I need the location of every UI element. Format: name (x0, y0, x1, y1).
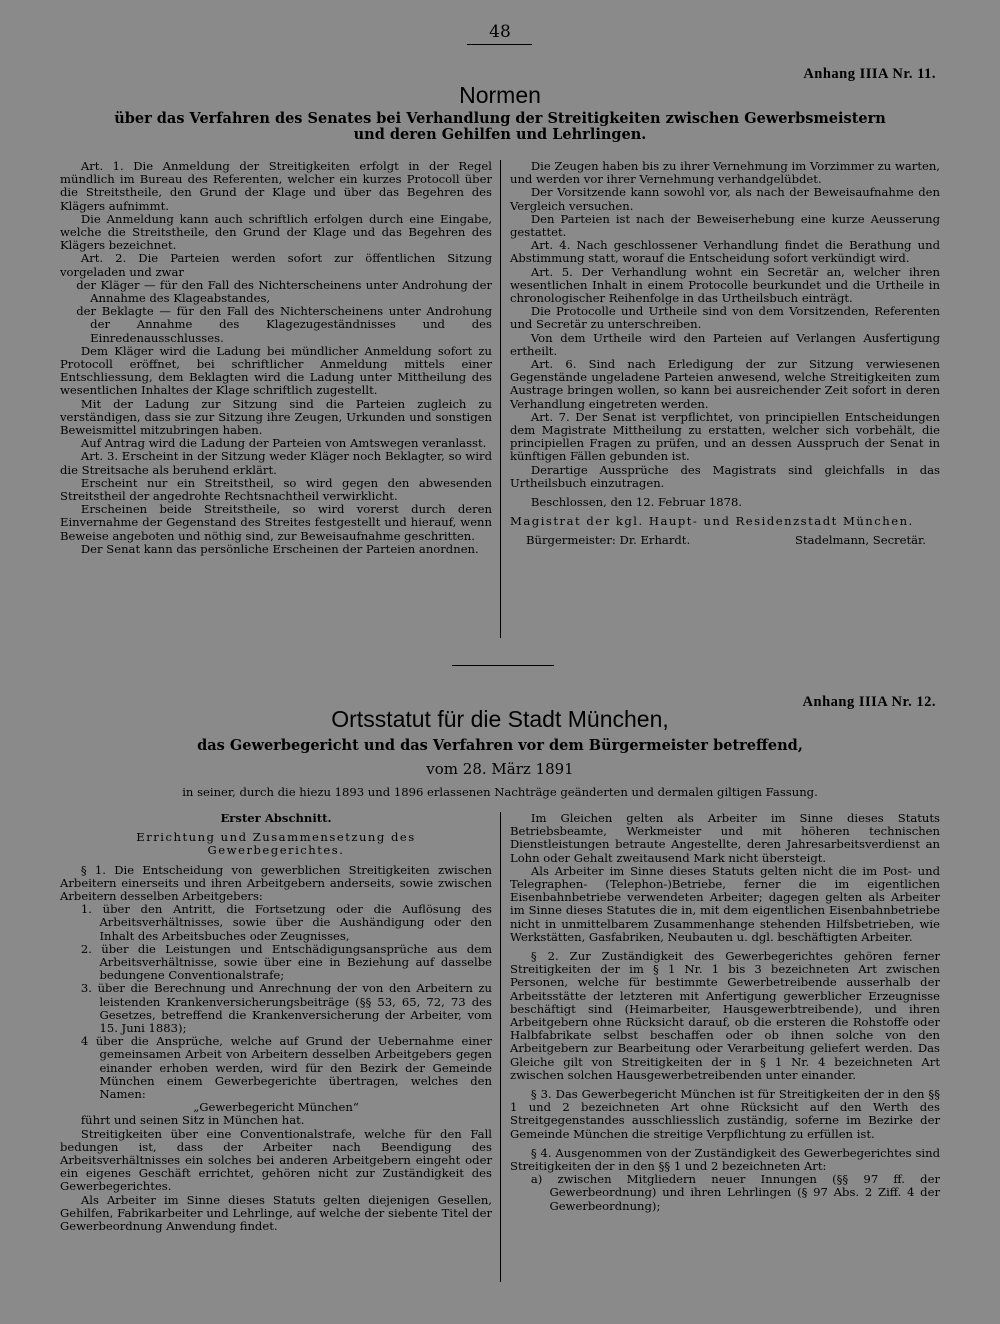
paragraph: Art. 2. Die Parteien werden sofort zur öffentlichen Sitzung vorgeladen und zwar (60, 251, 492, 279)
doc2-subtitle: das Gewerbegericht und das Verfahren vor dem Bürgermeister betreffend, (197, 737, 803, 754)
paragraph: § 3. Das Gewerbegericht München ist für Streitigkeiten der in den §§ 1 und 2 bezeichneten Art ohne Rücksicht auf den Werth des Streitgegenstandes ausschliesslich zuständig, soferne im Bezirke der Gemeinde München die streitige Verpflichtung zu erfüllen ist. (510, 1087, 940, 1141)
paragraph: Die Zeugen haben bis zu ihrer Vernehmung im Vorzimmer zu warten, und werden vor ihrer Vernehmung verhandgelübdet. (510, 159, 940, 187)
paragraph: führt und seinen Sitz in München hat. (80, 1113, 305, 1128)
paragraph: Der Senat kann das persönliche Erscheinen der Parteien anordnen. (80, 541, 479, 556)
paragraph: Art. 1. Die Anmeldung der Streitigkeiten erfolgt in der Regel mündlich im Bureau des Referenten, welcher ein kurzes Protocoll über die Streitstheile, den Grund der Klage und über das Begehren des Klägers aufnimmt. (60, 159, 492, 213)
signer-left: Bürgermeister: Dr. Erhardt. (526, 533, 691, 548)
court-name: „Gewerbegericht München“ (193, 1100, 359, 1115)
doc1-anhang: Anhang IIIA Nr. 11. (803, 66, 936, 82)
page-number-rule (467, 44, 532, 45)
paragraph: der Kläger — für den Fall des Nichterscheinens unter Androhung der Annahme des Klageabstandes, (76, 277, 492, 306)
paragraph: Mit der Ladung zur Sitzung sind die Parteien zugleich zu verständigen, dass sie zur Sitzung ihre Zeugen, Urkunden und sonstigen Beweismittel mitzubringen haben. (60, 396, 492, 438)
signature-line (510, 534, 940, 547)
paragraph: Der Vorsitzende kann sowohl vor, als nach der Beweisaufnahme den Vergleich versuchen. (510, 185, 940, 213)
doc2-note: in seiner, durch die hiezu 1893 und 1896 erlassenen Nachträge geänderten und dermalen giltigen Fassung. (182, 785, 818, 799)
list-item: a) zwischen Mitgliedern neuer Innungen (§§ 97 ff. der Gewerbeordnung) und ihren Lehrlingen (§ 97 Abs. 2 Ziff. 4 der Gewerbeordnung); (530, 1172, 940, 1213)
doc1-left-column (60, 160, 492, 556)
section-heading: Erster Abschnitt. (220, 811, 332, 825)
section-divider (452, 665, 554, 666)
signer-right: Stadelmann, Secretär. (795, 533, 926, 548)
paragraph: Art. 5. Der Verhandlung wohnt ein Secretär an, welcher ihren wesentlichen Inhalt in einem Protocolle beurkundet und die Urtheile in chronologischer Reihenfolge in das Urtheilsbuch einträgt. (510, 264, 940, 306)
doc1-title: Normen (459, 82, 541, 108)
date-line: Beschlossen, den 12. Februar 1878. (530, 495, 743, 510)
paragraph: Im Gleichen gelten als Arbeiter im Sinne dieses Statuts Betriebsbeamte, Werkmeister und mit höheren technischen Dienstleistungen betraute Angestellte, deren Jahresarbeitsverdienst an Lohn oder Gehalt zweitausend Mark nicht übersteigt. (510, 811, 940, 865)
paragraph: Als Arbeiter im Sinne dieses Statuts gelten nicht die im Post- und Telegraphen- (Telephon-)Betriebe, ferner die im eigentlichen Eisenbahnbetriebe verwendeten Arbeiter; dagegen gelten als Arbeiter im Sinne dieses Statutes die in, mit dem eigentlichen Eisenbahnbetriebe nicht in unmittelbarem Zusammenhange stehenden Hilfsbetrieben, wie Werkstätten, Gasfabriken, Neubauten u. dgl. beschäftigten Arbeiter. (510, 863, 940, 944)
authority-line: Magistrat der kgl. Haupt- und Residenzstadt München. (510, 514, 914, 529)
doc2-right-column (510, 812, 940, 1213)
paragraph: Erscheint nur ein Streitstheil, so wird gegen den abwesenden Streitstheil der angedrohte Rechtsnachtheil verwirklicht. (60, 475, 492, 504)
doc2-column-rule (500, 812, 501, 1282)
paragraph: § 2. Zur Zuständigkeit des Gewerbegerichtes gehören ferner Streitigkeiten der im § 1 Nr. 1 bis 3 bezeichneten Art zwischen Personen, welche für bestimmte Gewerbetreibende ausserhalb der Arbeitsstätte der letzteren mit Anfertigung gewerblicher Erzeugnisse beschäftigt sind (Heimarbeiter, Hausgewerbtreibende), und ihren Arbeitgebern ohne Rücksicht darauf, ob die ersteren die Rohstoffe oder Halbfabrikate selbst beschaffen oder ob ihnen solche von den Arbeitgebern zur Bearbeitung oder Verarbeitung geliefert werden. Das Gleiche gilt von Streitigkeiten der in § 1 Nr. 4 bezeichneten Art zwischen solchen Hausgewerbetreibenden unter einander. (510, 949, 940, 1082)
paragraph: der Beklagte — für den Fall des Nichterscheinens unter Androhung der Annahme des Klagezugeständnisses und des Einredenausschlusses. (76, 304, 492, 345)
paragraph: § 1. Die Entscheidung von gewerblichen Streitigkeiten zwischen Arbeitern einerseits und ihren Arbeitgebern anderseits, sowie zwischen Arbeitern desselben Arbeitgebers: (60, 862, 492, 904)
paragraph: § 4. Ausgenommen von der Zuständigkeit des Gewerbegerichtes sind Streitigkeiten der in den §§ 1 und 2 bezeichneten Art: (510, 1145, 940, 1174)
paragraph: Die Anmeldung kann auch schriftlich erfolgen durch eine Eingabe, welche die Streitstheile, den Grund der Klage und das Begehren des Klägers bezeichnet. (60, 211, 492, 253)
doc2-left-column (60, 812, 492, 1233)
paragraph: Von dem Urtheile wird den Parteien auf Verlangen Ausfertigung ertheilt. (510, 330, 940, 358)
paragraph: Art. 3. Erscheint in der Sitzung weder Kläger noch Beklagter, so wird die Streitsache als beruhend erklärt. (60, 449, 492, 477)
paragraph: Als Arbeiter im Sinne dieses Statuts gelten diejenigen Gesellen, Gehilfen, Fabrikarbeiter und Lehrlinge, auf welche der siebente Titel der Gewerbeordnung Anwendung findet. (60, 1192, 492, 1234)
list-item: 1. über den Antritt, die Fortsetzung oder die Auflösung des Arbeitsverhältnisses, sowie über die Aushändigung oder den Inhalt des Arbeitsbuches oder Zeugnisses, (80, 902, 492, 943)
paragraph: Erscheinen beide Streitstheile, so wird vorerst durch deren Einvernahme der Gegenstand des Streites festgestellt und hierauf, wenn Beweise angeboten und nöthig sind, zur Beweisaufnahme geschritten. (60, 502, 492, 543)
paragraph: Die Protocolle und Urtheile sind von dem Vorsitzenden, Referenten und Secretär zu unterschreiben. (510, 304, 940, 332)
paragraph: Dem Kläger wird die Ladung bei mündlicher Anmeldung sofort zu Protocoll eröffnet, bei schriftlicher Anmeldung mittels einer Entschliessung, dem Beklagten wird die Ladung unter Mittheilung des wesentlichen Inhaltes der Klage schriftlich zugestellt. (60, 343, 492, 398)
doc2-anhang: Anhang IIIA Nr. 12. (802, 694, 936, 710)
paragraph: Art. 4. Nach geschlossener Verhandlung findet die Berathung und Abstimmung statt, worauf die Entscheidung sofort verkündigt wird. (510, 238, 940, 266)
paragraph: Den Parteien ist nach der Beweiserhebung eine kurze Aeusserung gestattet. (510, 211, 940, 240)
doc1-column-rule (500, 160, 501, 638)
paragraph: Art. 7. Der Senat ist verpflichtet, von principiellen Entscheidungen dem Magistrate Mittheilung zu erstatten, welcher sich vorbehält, die principiellen Fragen zu prüfen, und an dessen Ausspruch der Senat in künftigen Fällen gebunden ist. (510, 409, 940, 464)
section-title: Errichtung und Zusammensetzung des Gewerbegerichtes. (136, 830, 416, 858)
doc2-date: vom 28. März 1891 (426, 760, 574, 778)
doc2-title: Ortsstatut für die Stadt München, (331, 706, 669, 732)
list-item: 4 über die Ansprüche, welche auf Grund der Uebernahme einer gemeinsamen Arbeit von Arbeitern desselben Arbeitgebers gegen einander erhoben werden, wird für den Bezirk der Gemeinde München einem Gewerbegerichte übertragen, welches den Namen: (80, 1034, 492, 1102)
doc1-right-column (510, 160, 940, 548)
paragraph: Art. 6. Sind nach Erledigung der zur Sitzung verwiesenen Gegenstände ungeladene Parteien anwesend, welche Streitigkeiten zum Austrage bringen wollen, so kann bei ausreichender Zeit sofort in deren Verhandlung eingetreten werden. (510, 357, 940, 411)
doc1-subtitle-line2: und deren Gehilfen und Lehrlingen. (353, 126, 647, 143)
paragraph: Streitigkeiten über eine Conventionalstrafe, welche für den Fall bedungen ist, dass der Arbeiter nach Beendigung des Arbeitsverhältnisses ein solches bei anderen Arbeitgebern eingeht oder ein eigenes Geschäft errichtet, gehören nicht zur Zuständigkeit des Gewerbegerichtes. (60, 1126, 492, 1194)
list-item: 3. über die Berechnung und Anrechnung der von den Arbeitern zu leistenden Krankenversicherungsbeiträge (§§ 53, 65, 72, 73 des Gesetzes, betreffend die Krankenversicherung der Arbeiter, vom 15. Juni 1883); (80, 981, 492, 1036)
paragraph: Derartige Aussprüche des Magistrats sind gleichfalls in das Urtheilsbuch einzutragen. (510, 462, 940, 490)
page-number: 48 (489, 22, 511, 42)
doc1-subtitle-line1: über das Verfahren des Senates bei Verhandlung der Streitigkeiten zwischen Gewerbsmeistern (114, 110, 886, 127)
paragraph: Auf Antrag wird die Ladung der Parteien von Amtswegen veranlasst. (80, 436, 487, 451)
list-item: 2. über die Leistungen und Entschädigungsansprüche aus dem Arbeitsverhältnisse, sowie über eine in Beziehung auf dasselbe bedungene Conventionalstrafe; (80, 941, 492, 983)
